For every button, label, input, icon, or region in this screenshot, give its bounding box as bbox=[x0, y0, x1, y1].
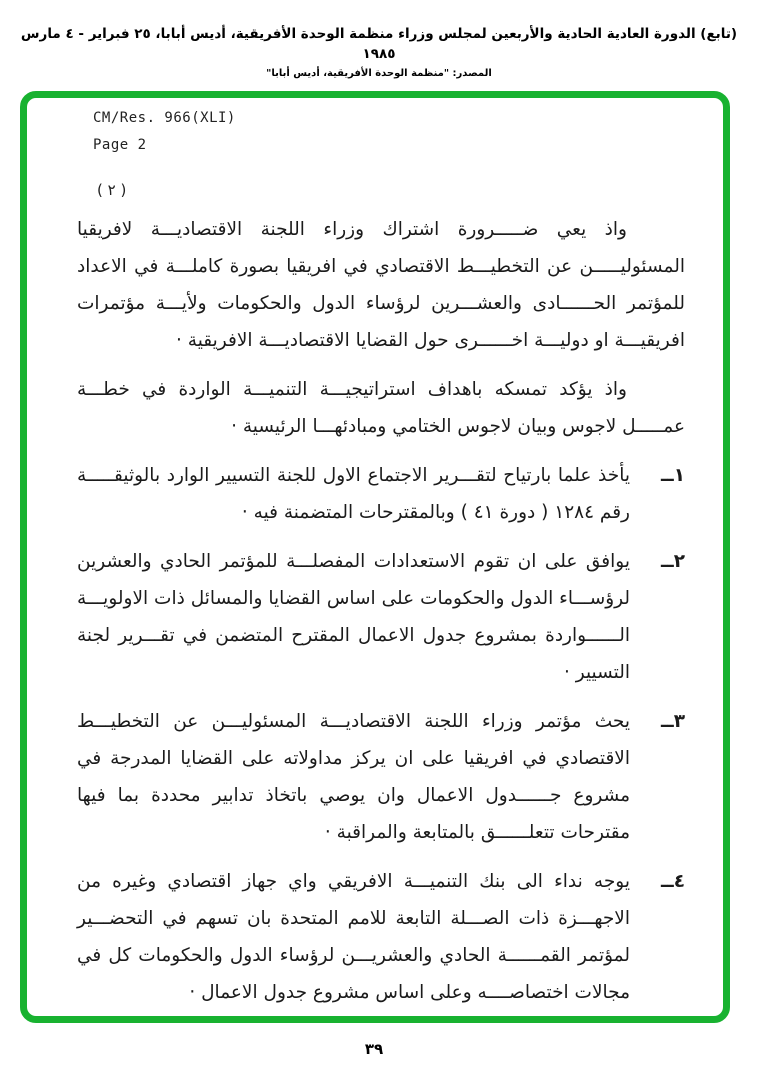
section-number: ( ٢ ) bbox=[97, 181, 127, 199]
item-text: يوافق على ان تقوم الاستعدادات المفصلـــة للمؤتمر الحادي والعشرين لرؤســـاء الدول والحكومات على اساس القضايا والمسائل ذات الاولويـــة الــــــواردة بمشروع جدول الاعمال المقترح المتضمن في تقـــرير لجنة التسيير · bbox=[77, 551, 630, 683]
preamble-paragraph-2: واذ يؤكد تمسكه باهداف استراتيجيـــة التنميـــة الواردة في خطـــة عمـــــل لاجوس وبيان لاجوس الختامي ومبادئهـــا الرئيسية · bbox=[77, 379, 685, 437]
resolution-item-4 bbox=[77, 863, 685, 1011]
session-title-line: (تابع) الدورة العادية الحادية والأربعين لمجلس وزراء منظمة الوحدة الأفريقية، أديس أبابا، ٢٥ فبراير - ٤ مارس ١٩٨٥ bbox=[20, 26, 738, 62]
document-page-label: Page 2 bbox=[93, 137, 147, 153]
page-caption bbox=[0, 24, 758, 79]
resolution-item-1 bbox=[77, 457, 685, 531]
preamble-paragraph-1: واذ يعي ضـــــرورة اشتراك وزراء اللجنة الاقتصاديـــة لافريقيا المسئوليـــــن عن التخطيـــط الاقتصادي في افريقيا بصورة كاملـــة في الاعداد للمؤتمر الحــــــادى والعشـــرين لرؤساء الدول والحكومات ولأيـــة مؤتمرات افريقيـــة او دوليـــة اخــــــرى حول القضايا الاقتصاديـــة الافريقية · bbox=[77, 219, 685, 351]
resolution-item-3 bbox=[77, 703, 685, 851]
item-number: ٣ــ bbox=[661, 711, 685, 732]
item-text: يأخذ علما بارتياح لتقـــرير الاجتماع الاول للجنة التسيير الوارد بالوثيقـــــة رقم ١٢٨٤ ( دورة ٤١ ) وبالمقترحات المتضمنة فيه · bbox=[77, 465, 630, 523]
page-number: ٣٩ bbox=[364, 1040, 384, 1058]
scan-frame bbox=[20, 91, 730, 1023]
resolution-body bbox=[51, 211, 705, 1011]
source-line: المصدر: "منظمة الوحدة الأفريقية، أديس أبابا" bbox=[266, 68, 492, 79]
item-text: يحث مؤتمر وزراء اللجنة الاقتصاديـــة المسئوليـــن عن التخطيـــط الاقتصادي في افريقيا على ان يركز مداولاته على القضايا المدرجة في مشروع جــــــدول الاعمال وان يوصي باتخاذ تدابير محددة بما فيها مقترحات تتعلــــــق بالمتابعة والمراقبة · bbox=[77, 711, 630, 843]
document-reference: CM/Res. 966(XLI) bbox=[93, 110, 236, 126]
item-number: ١ــ bbox=[661, 465, 685, 486]
resolution-item-2 bbox=[77, 543, 685, 691]
item-text: يوجه نداء الى بنك التنميـــة الافريقي واي جهاز اقتصادي وغيره من الاجهـــزة ذات الصـــلة التابعة للامم المتحدة بان تسهم في التحضـــير لمؤتمر القمــــــة الحادي والعشريـــن لرؤساء الدول والحكومات كل في مجالات اختصاصــــه وعلى اساس مشروع جدول الاعمال · bbox=[77, 871, 630, 1003]
item-number: ٢ــ bbox=[661, 551, 685, 572]
item-number: ٤ــ bbox=[661, 871, 685, 892]
